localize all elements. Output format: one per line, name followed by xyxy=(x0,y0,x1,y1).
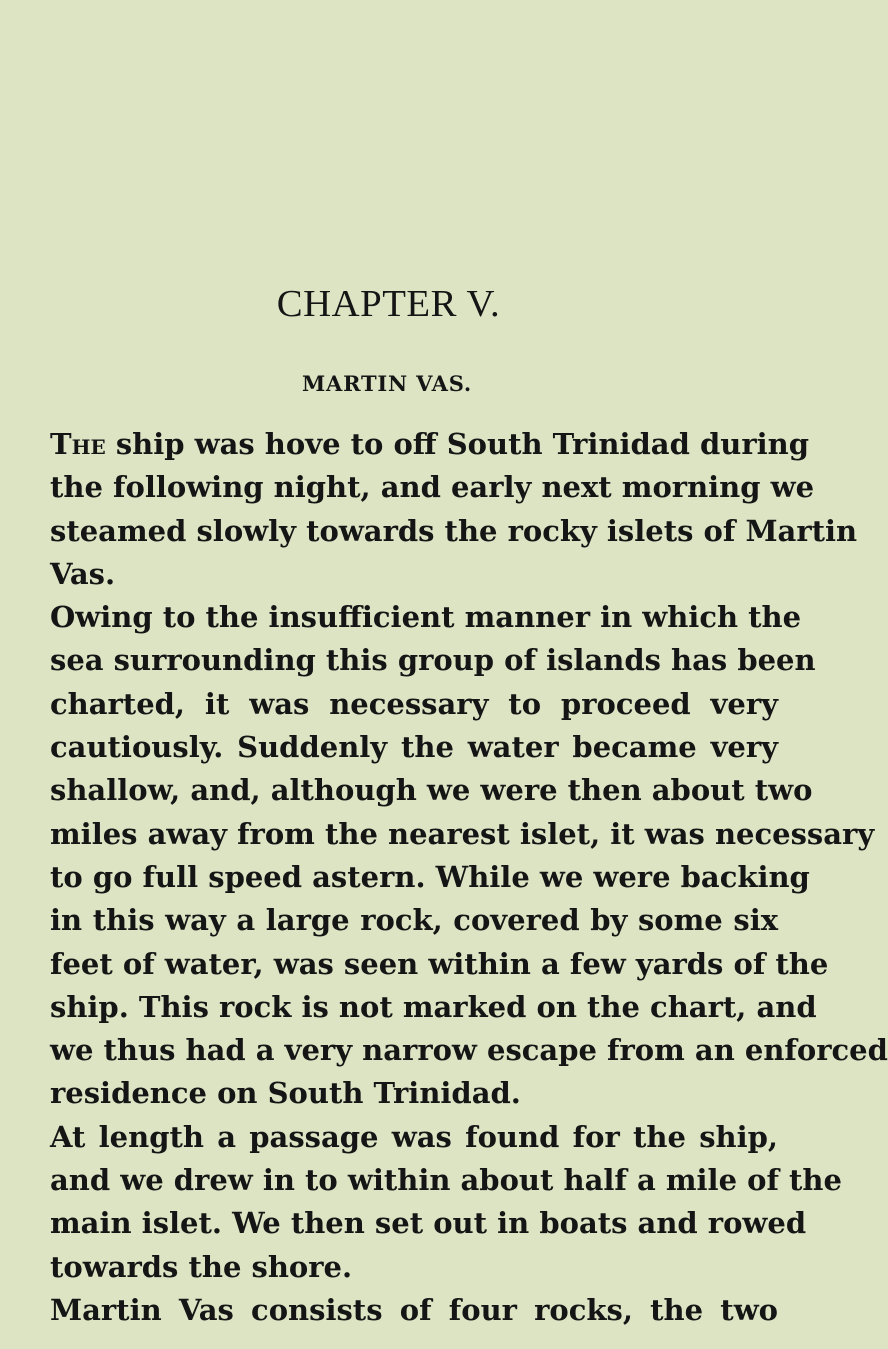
text-line: to go full speed astern. While we were backing xyxy=(50,859,810,894)
text-line: steamed slowly towards the rocky islets of Martin xyxy=(50,513,858,548)
text-line: miles away from the nearest islet, it was necessary xyxy=(50,816,875,851)
text-line: the following night, and early next morning we xyxy=(50,470,815,505)
text-line: residence on South Trinidad. xyxy=(50,1076,521,1111)
text-line: in this way a large rock, covered by some six xyxy=(50,903,778,938)
text-line: cautiously. Suddenly the water became very xyxy=(50,730,778,765)
text-line xyxy=(50,423,809,466)
chapter-heading: CHAPTER V. xyxy=(276,283,501,325)
text-line: towards the shore. xyxy=(50,1249,353,1284)
body-text xyxy=(50,423,888,1332)
text-line: sea surrounding this group of islands has been xyxy=(50,643,816,678)
text-line: we thus had a very narrow escape from an enforced xyxy=(50,1033,888,1068)
text-line: Vas. xyxy=(50,556,116,591)
text-line-content: ship was hove to off South Trinidad during xyxy=(105,427,809,461)
text-line: ship. This rock is not marked on the chart, and xyxy=(50,989,817,1024)
chapter-title: MARTIN VAS. xyxy=(301,371,473,396)
text-line: charted, it was necessary to proceed very xyxy=(50,686,778,721)
text-line: shallow, and, although we were then about two xyxy=(50,773,813,808)
opening-word: The xyxy=(50,427,106,461)
text-line: and we drew in to within about half a mile of the xyxy=(50,1163,842,1198)
text-line: main islet. We then set out in boats and rowed xyxy=(50,1206,807,1241)
text-line: Martin Vas consists of four rocks, the two xyxy=(50,1292,778,1327)
text-line: feet of water, was seen within a few yards of the xyxy=(50,946,829,981)
text-line: Owing to the insufficient manner in which the xyxy=(50,600,802,635)
text-line: At length a passage was found for the ship, xyxy=(50,1119,778,1154)
